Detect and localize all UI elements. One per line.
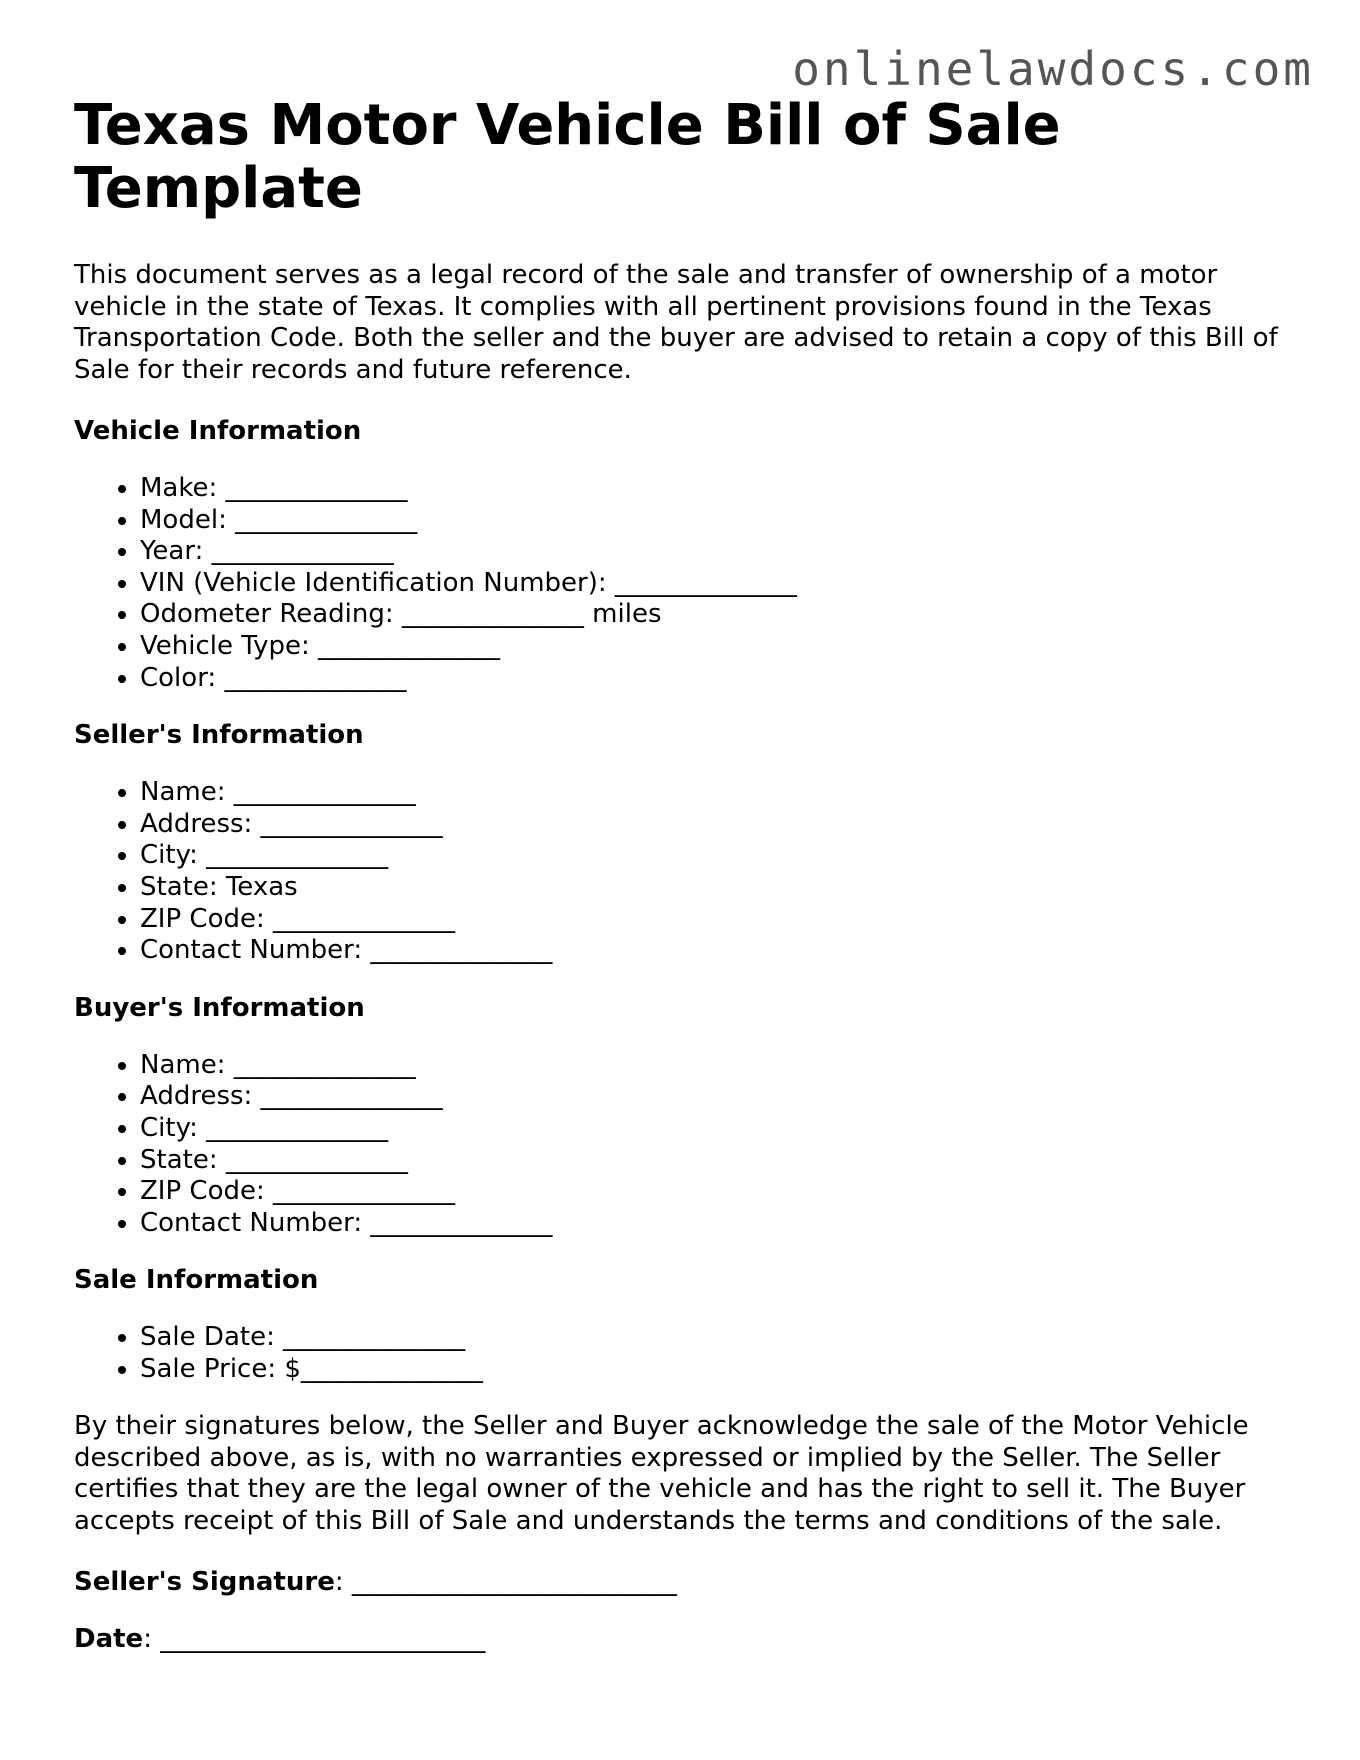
- vehicle-type-field: • Vehicle Type: ______________: [140, 631, 1284, 663]
- watermark: onlinelawdocs.com: [792, 42, 1314, 96]
- buyer-city-field: • City: ______________: [140, 1113, 1284, 1145]
- seller-signature-label: Seller's Signature: [74, 1567, 335, 1598]
- vehicle-year-field: • Year: ______________: [140, 536, 1284, 568]
- seller-info-list: [74, 777, 1284, 967]
- sale-date-field: • Sale Date: ______________: [140, 1322, 1284, 1354]
- sale-price-field: • Sale Price: $______________: [140, 1354, 1284, 1386]
- buyer-address-field: • Address: ______________: [140, 1081, 1284, 1113]
- seller-zip-field: • ZIP Code: ______________: [140, 904, 1284, 936]
- buyer-contact-field: • Contact Number: ______________: [140, 1208, 1284, 1240]
- intro-paragraph: This document serves as a legal record of the sale and transfer of ownership of a motor vehicle in the state of Texas. It complies with all pertinent provisions found in the Texas Transportation Code. Both the seller and the buyer are advised to retain a copy of this Bill of Sale for their records and future reference.: [74, 260, 1278, 385]
- vehicle-info-list: [74, 473, 1284, 694]
- seller-contact-field: • Contact Number: ______________: [140, 935, 1284, 967]
- vehicle-vin-field: • VIN (Vehicle Identification Number): ______________: [140, 568, 1284, 600]
- document-title: Texas Motor Vehicle Bill of Sale Template: [74, 93, 1061, 221]
- seller-address-field: • Address: ______________: [140, 809, 1284, 841]
- seller-signature-blank: : _________________________: [334, 1567, 677, 1598]
- buyer-info-list: [74, 1050, 1284, 1240]
- vehicle-odometer-field: • Odometer Reading: ______________ miles: [140, 599, 1284, 631]
- sale-info-heading: Sale Information: [74, 1265, 319, 1296]
- date-label: Date: [74, 1624, 144, 1655]
- acknowledgment-paragraph: By their signatures below, the Seller and Buyer acknowledge the sale of the Motor Vehicle described above, as is, with no warranties expressed or implied by the Seller. The Seller certifies that they are the legal owner of the vehicle and has the right to sell it. The Buyer accepts receipt of this Bill of Sale and understands the terms and conditions of the sale.: [74, 1411, 1249, 1536]
- buyer-state-field: • State: ______________: [140, 1145, 1284, 1177]
- date-signature-line: [74, 1624, 1284, 1655]
- buyer-info-heading: Buyer's Information: [74, 992, 365, 1023]
- seller-name-field: • Name: ______________: [140, 777, 1284, 809]
- seller-state-field: • State: Texas: [140, 872, 1284, 904]
- seller-info-heading: Seller's Information: [74, 720, 364, 751]
- vehicle-model-field: • Model: ______________: [140, 505, 1284, 537]
- vehicle-color-field: • Color: ______________: [140, 663, 1284, 695]
- date-blank: : _________________________: [143, 1624, 486, 1655]
- sale-info-list: [74, 1322, 1284, 1385]
- seller-signature-line: [74, 1567, 1284, 1598]
- buyer-name-field: • Name: ______________: [140, 1050, 1284, 1082]
- vehicle-make-field: • Make: ______________: [140, 473, 1284, 505]
- document-page: [74, 94, 1284, 1681]
- vehicle-info-heading: Vehicle Information: [74, 416, 362, 446]
- buyer-zip-field: • ZIP Code: ______________: [140, 1176, 1284, 1208]
- seller-city-field: • City: ______________: [140, 840, 1284, 872]
